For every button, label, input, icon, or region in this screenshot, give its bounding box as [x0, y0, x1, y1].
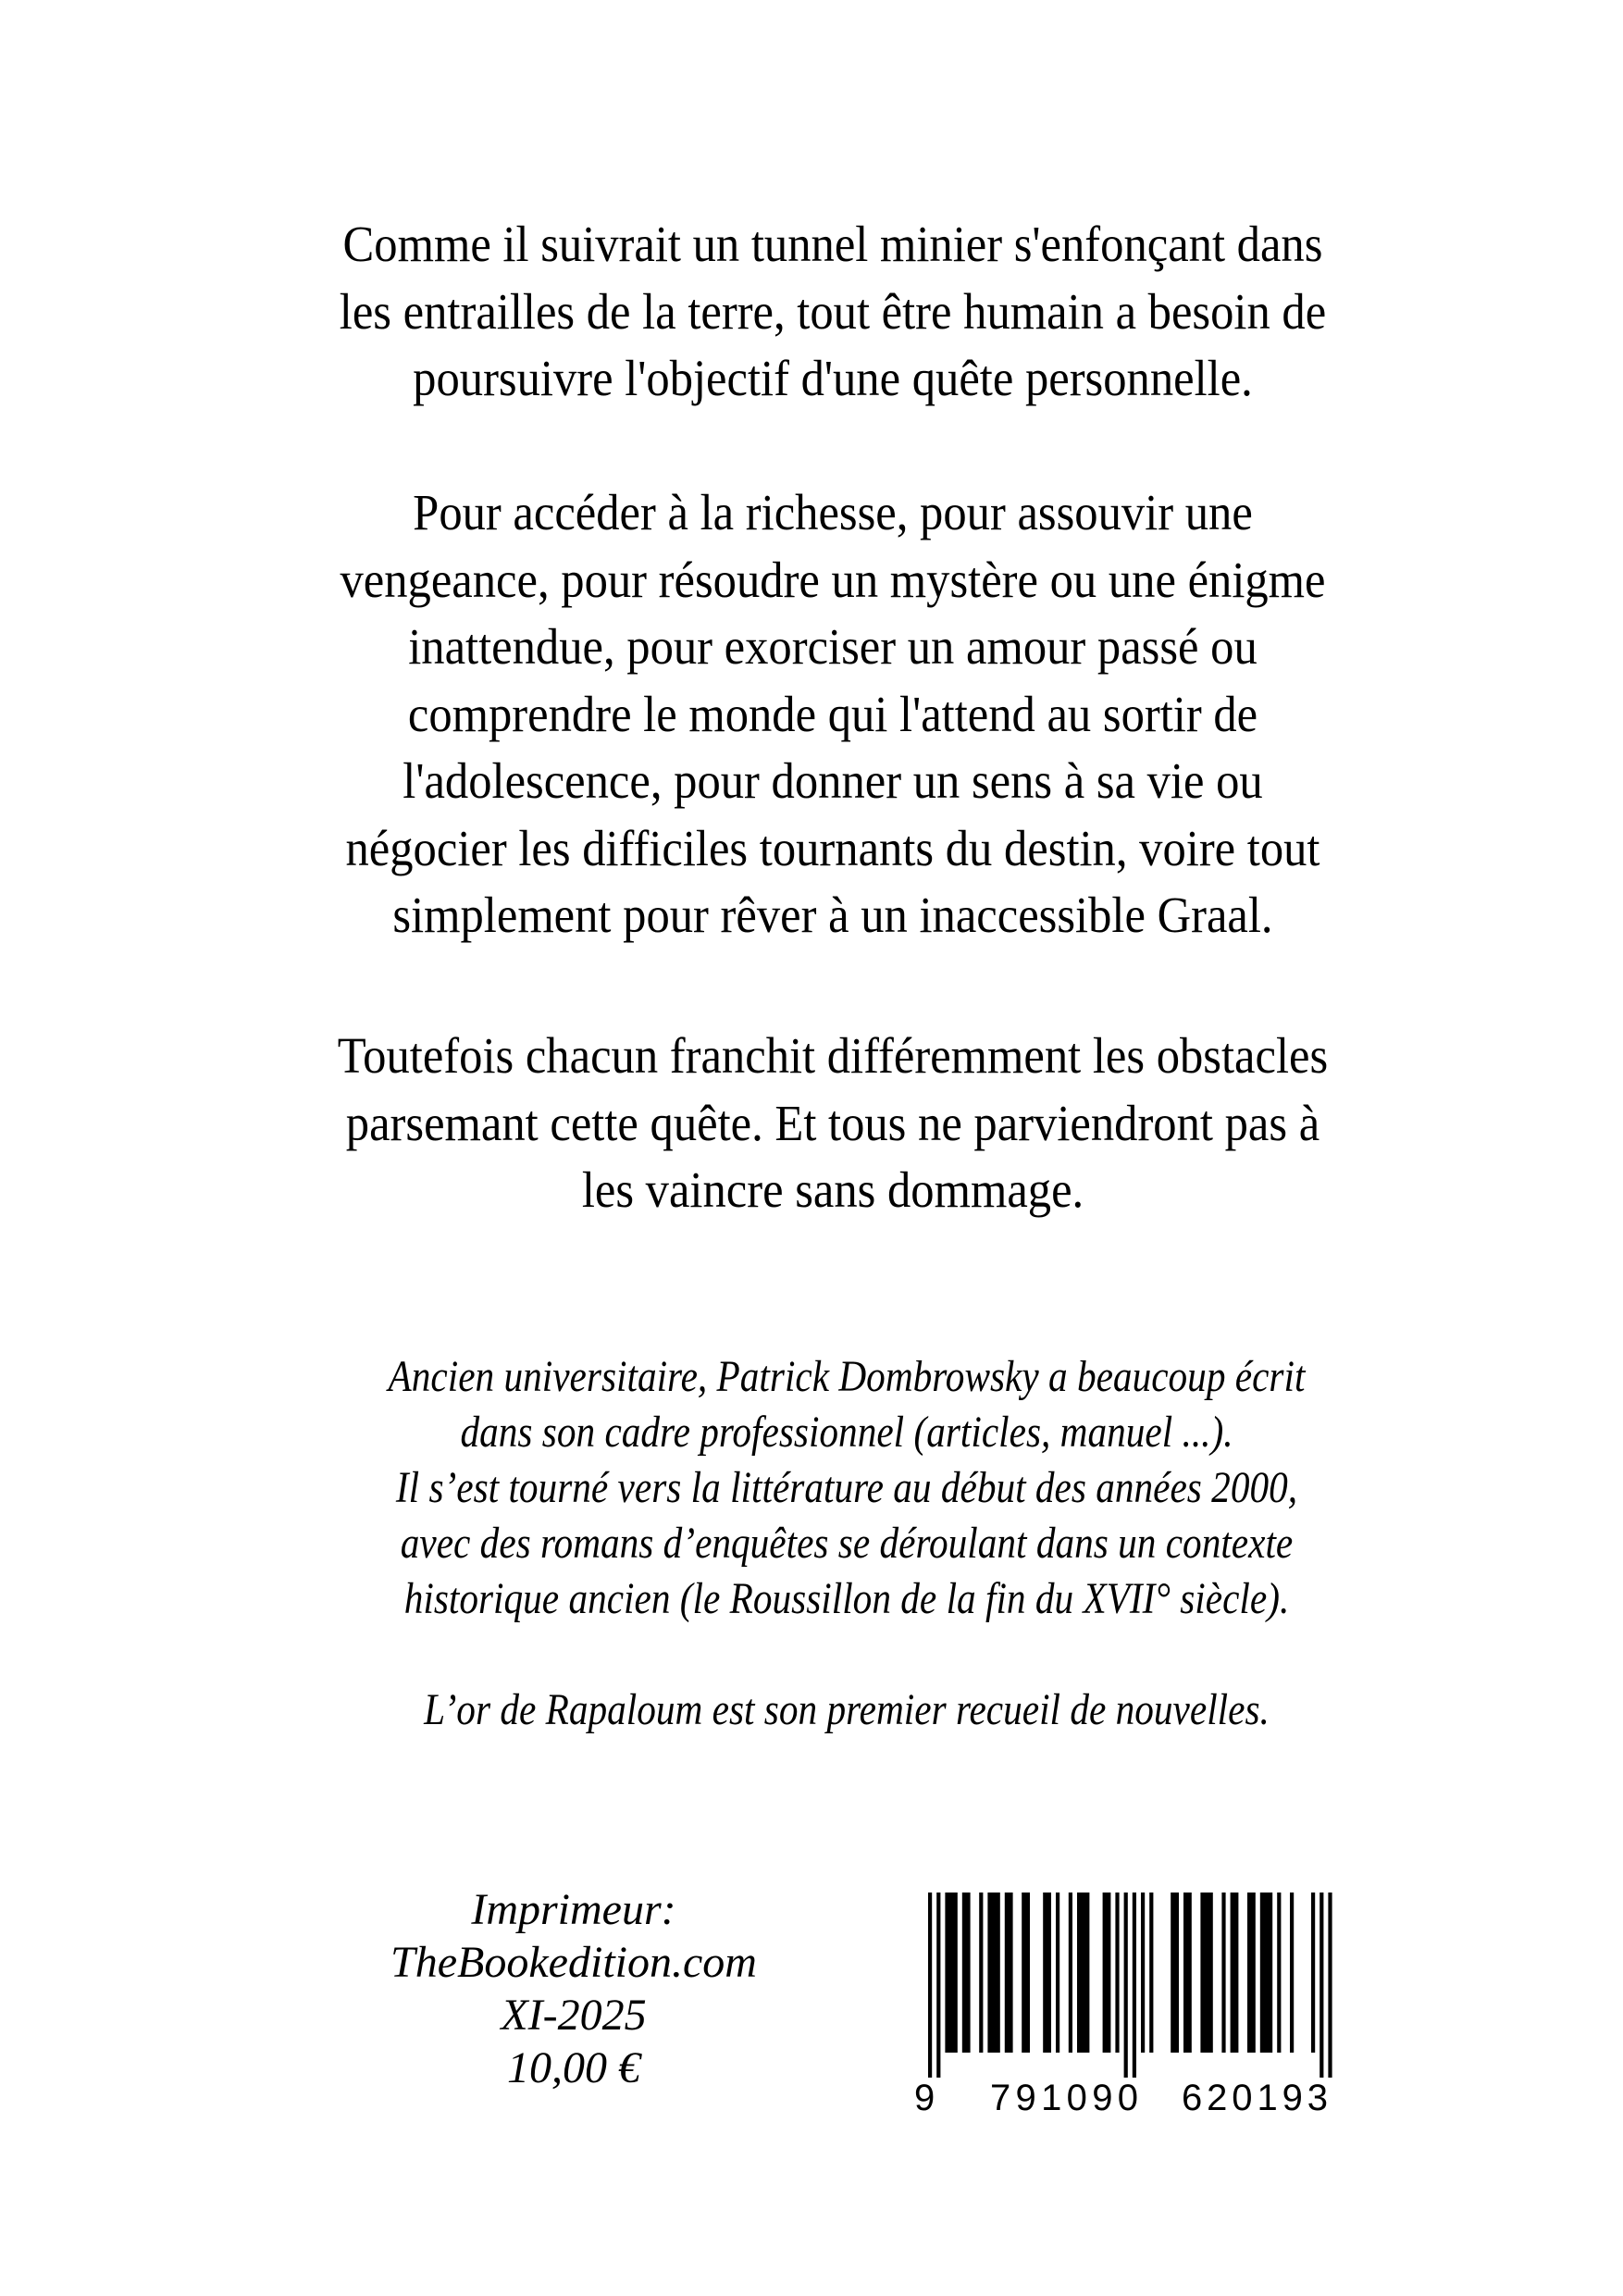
bio-line: Il s’est tourné vers la littérature au début des années 2000, — [395, 1463, 1298, 1512]
barcode-bar — [1290, 1893, 1294, 2053]
barcode-bar — [1141, 1893, 1145, 2053]
blurb-paragraph-3 — [254, 1023, 1411, 1224]
barcode-guard-bar — [928, 1893, 932, 2078]
bio-line: L’or de Rapaloum est son premier recueil de nouvelles. — [424, 1685, 1270, 1734]
barcode-bar — [1260, 1893, 1272, 2053]
author-bio-paragraph-1 — [310, 1349, 1384, 1627]
bio-line: historique ancien (le Roussillon de la fin du XVII° siècle). — [403, 1574, 1290, 1623]
barcode-bar — [945, 1893, 957, 2053]
barcode-bar — [1069, 1893, 1072, 2053]
barcode-bar — [1231, 1893, 1239, 2053]
bio-line: Ancien universitaire, Patrick Dombrowsky a beaucoup écrit — [388, 1352, 1306, 1401]
blurb-line: Pour accéder à la richesse, pour assouvir une — [413, 484, 1253, 540]
barcode-bar — [962, 1893, 971, 2053]
barcode-bar — [1183, 1893, 1192, 2053]
barcode-bar — [1103, 1893, 1111, 2053]
blurb-paragraph-2 — [254, 479, 1411, 949]
barcode-bars — [928, 1893, 1332, 2078]
blurb-line: inattendue, pour exorciser un amour passé ou — [408, 618, 1258, 675]
barcode-guard-bar — [1124, 1893, 1128, 2078]
blurb-line: les entrailles de la terre, tout être humain a besoin de — [339, 282, 1327, 340]
barcode-guard-bar — [1319, 1893, 1323, 2078]
barcode-bar — [1005, 1893, 1013, 2053]
barcode-bar — [1022, 1893, 1030, 2053]
imprint-block — [324, 1883, 824, 2094]
blurb-line: simplement pour rêver à un inaccessible Graal. — [392, 887, 1273, 943]
barcode-bar — [1077, 1893, 1089, 2053]
barcode-graphic — [888, 1879, 1351, 2119]
blurb-line: poursuivre l'objectif d'une quête personnelle. — [413, 350, 1253, 406]
imprint-date: XI-2025 — [501, 1991, 647, 2040]
barcode-bar — [1149, 1893, 1153, 2053]
blurb-paragraph-1 — [254, 211, 1411, 413]
blurb-line: Toutefois chacun franchit différemment les obstacles — [337, 1027, 1329, 1084]
blurb-line: parsemant cette quête. Et tous ne parviendront pas à — [345, 1094, 1320, 1151]
blurb-line: comprendre le monde qui l'attend au sortir de — [407, 685, 1258, 742]
barcode-guard-bar — [1133, 1893, 1136, 2078]
blurb-line: les vaincre sans dommage. — [581, 1161, 1084, 1218]
barcode-bar — [1277, 1893, 1281, 2053]
barcode-guard-bar — [936, 1893, 940, 2078]
bio-line: dans son cadre professionnel (articles, manuel ...). — [460, 1408, 1233, 1457]
barcode-bar — [979, 1893, 983, 2053]
barcode-guard-bar — [1328, 1893, 1332, 2078]
author-bio-paragraph-2 — [310, 1682, 1384, 1738]
barcode-bar — [1171, 1893, 1179, 2053]
blurb-line: l'adolescence, pour donner un sens à sa vie ou — [403, 752, 1263, 809]
barcode-bar — [1043, 1893, 1051, 2053]
barcode-right-group: 620193 — [1182, 2078, 1328, 2118]
isbn-barcode — [888, 1879, 1351, 2119]
bio-line: avec des romans d’enquêtes se déroulant dans un contexte — [400, 1519, 1294, 1568]
barcode-bar — [1200, 1893, 1212, 2053]
barcode-bar — [1221, 1893, 1225, 2053]
blurb-line: négocier les difficiles tournants du destin, voire tout — [345, 819, 1320, 876]
imprint-price: 10,00 € — [507, 2043, 640, 2092]
barcode-bar — [1311, 1893, 1315, 2053]
blurb-line: Comme il suivrait un tunnel minier s'enfonçant dans — [342, 216, 1323, 272]
barcode-bar — [1247, 1893, 1256, 2053]
imprint-printer: TheBookedition.com — [390, 1938, 757, 1987]
blurb-line: vengeance, pour résoudre un mystère ou une énigme — [340, 551, 1326, 608]
barcode-bar — [1115, 1893, 1119, 2053]
barcode-bar — [1056, 1893, 1059, 2053]
barcode-first-digit: 9 — [914, 2078, 935, 2118]
imprint-label: Imprimeur: — [471, 1885, 676, 1934]
barcode-left-group: 791090 — [990, 2078, 1138, 2118]
barcode-bar — [987, 1893, 999, 2053]
